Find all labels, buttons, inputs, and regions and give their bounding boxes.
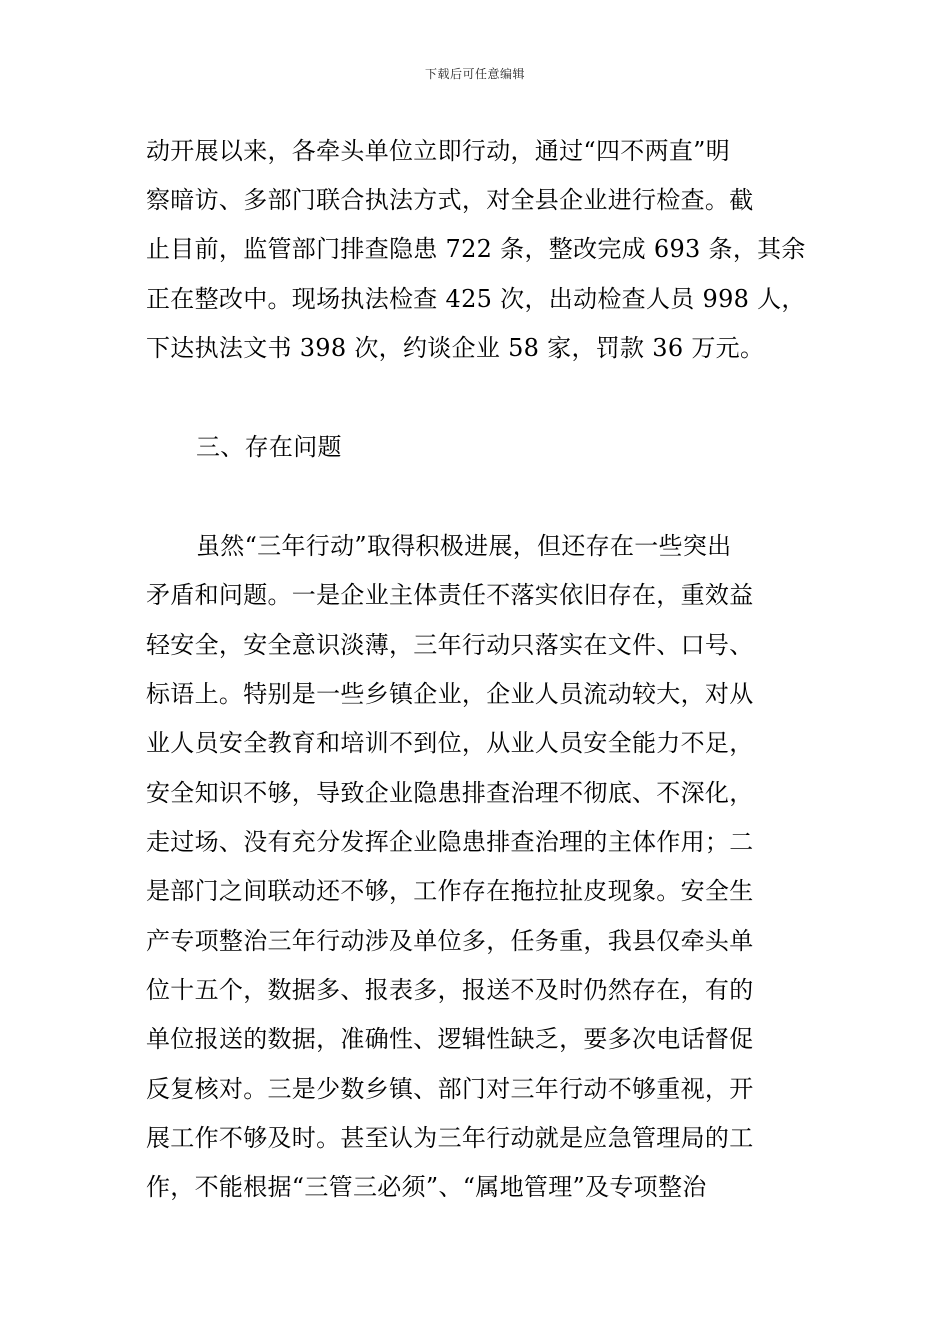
paragraph-line: 走过场、没有充分发挥企业隐患排查治理的主体作用；二 xyxy=(146,828,754,856)
page-header: 下载后可任意编辑 xyxy=(424,67,525,81)
paragraph-line: 止目前，监管部门排查隐患 722 条，整改完成 693 条，其余 xyxy=(146,235,806,263)
paragraph-line: 轻安全，安全意识淡薄，三年行动只落实在文件、口号、 xyxy=(146,631,754,659)
paragraph-line: 下达执法文书 398 次，约谈企业 58 家，罚款 36 万元。 xyxy=(146,334,765,362)
paragraph-line: 业人员安全教育和培训不到位，从业人员安全能力不足， xyxy=(146,729,754,757)
paragraph-line: 正在整改中。现场执法检查 425 次，出动检查人员 998 人， xyxy=(146,285,806,313)
paragraph-line: 单位报送的数据，准确性、逻辑性缺乏，要多次电话督促 xyxy=(146,1025,754,1053)
paragraph-line: 是部门之间联动还不够，工作存在拖拉扯皮现象。安全生 xyxy=(146,877,754,905)
paragraph-line: 反复核对。三是少数乡镇、部门对三年行动不够重视，开 xyxy=(146,1075,754,1103)
paragraph-line: 产专项整治三年行动涉及单位多，任务重，我县仅牵头单 xyxy=(146,927,754,955)
paragraph-line: 矛盾和问题。一是企业主体责任不落实依旧存在，重效益 xyxy=(146,581,754,609)
paragraph-line: 安全知识不够，导致企业隐患排查治理不彻底、不深化， xyxy=(146,779,754,807)
paragraph-line: 作，不能根据“三管三必须”、“属地管理”及专项整治 xyxy=(146,1173,707,1201)
paragraph-line: 虽然“三年行动”取得积极进展，但还存在一些突出 xyxy=(196,532,732,560)
paragraph-line: 展工作不够及时。甚至认为三年行动就是应急管理局的工 xyxy=(146,1124,754,1152)
paragraph-line: 动开展以来，各牵头单位立即行动，通过“四不两直”明 xyxy=(146,137,731,165)
paragraph-line: 标语上。特别是一些乡镇企业，企业人员流动较大，对从 xyxy=(146,680,754,708)
section-heading: 三、存在问题 xyxy=(196,433,342,461)
paragraph-line: 位十五个，数据多、报表多，报送不及时仍然存在，有的 xyxy=(146,976,754,1004)
paragraph-line: 察暗访、多部门联合执法方式，对全县企业进行检查。截 xyxy=(146,186,754,214)
